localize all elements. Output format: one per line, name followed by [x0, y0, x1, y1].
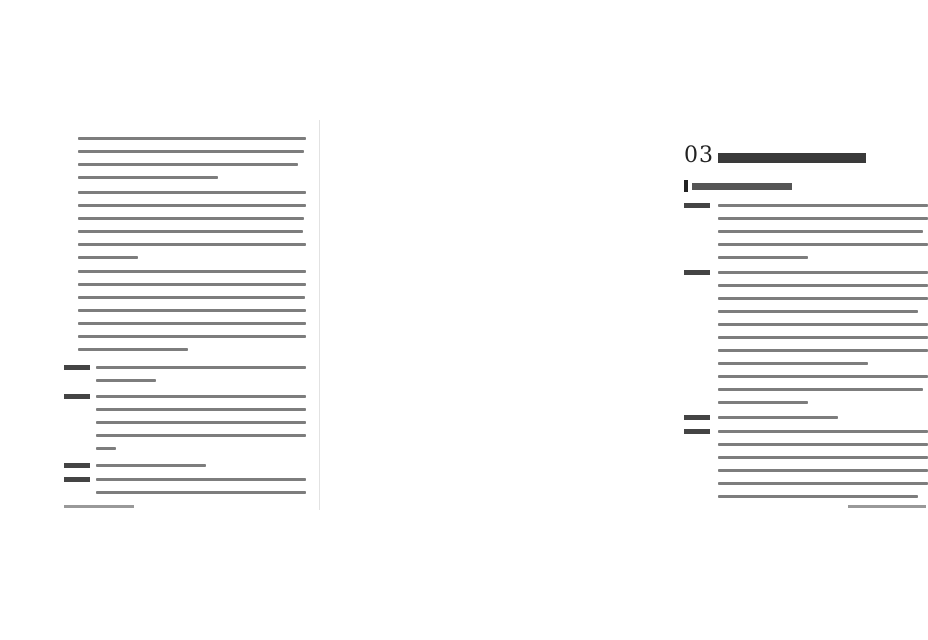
chapter-number: 03 [684, 143, 714, 168]
section-title [692, 183, 792, 190]
section-marker [684, 180, 688, 192]
right-footer [848, 505, 926, 508]
left-page [0, 0, 320, 640]
chapter-title [718, 153, 866, 163]
right-page [320, 0, 714, 640]
left-footer [64, 505, 134, 508]
